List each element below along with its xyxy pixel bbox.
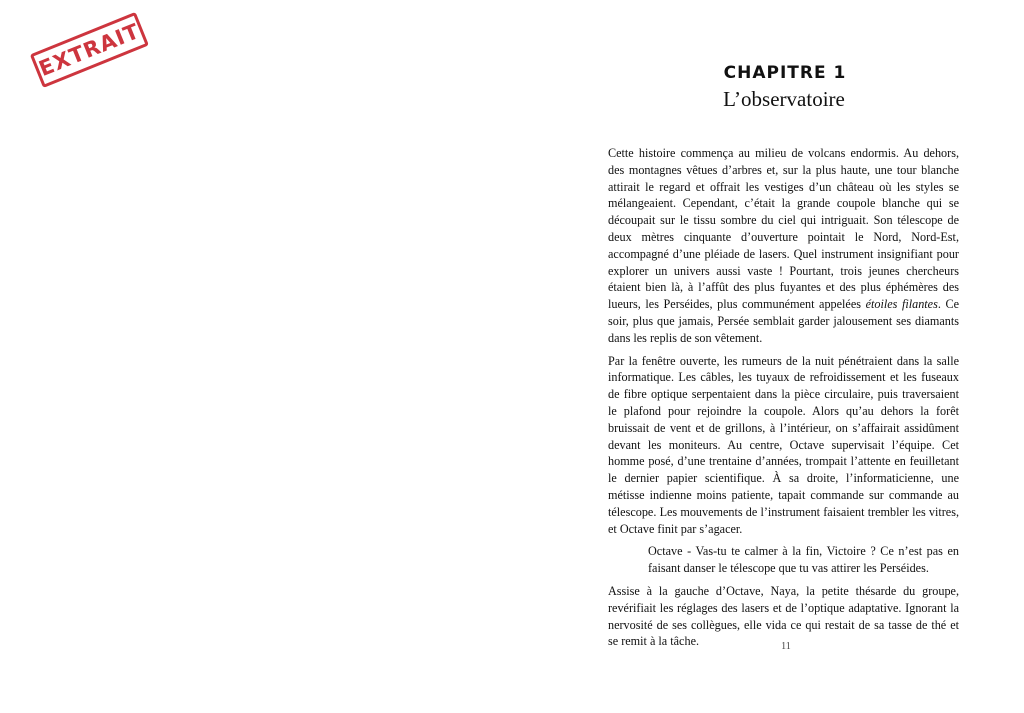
chapter-body (608, 145, 959, 656)
paragraph-3: Assise à la gauche d’Octave, Naya, la petite thésarde du groupe, revérifiait les réglages des lasers et de l’optique adaptative. Ignorant la nervosité de ses collègues, elle vida ce qui restait de sa tasse de thé et se remit à la tâche. (608, 583, 959, 649)
paragraph-2: Par la fenêtre ouverte, les rumeurs de la nuit pénétraient dans la salle informatique. Les câbles, les tuyaux de refroidissement et les fuseaux de fibre optique serpentaient dans la pièce circulaire, puis traversaient le plafond pour rejoindre la coupole. Alors qu’au dehors la forêt bruissait de vent et de grillons, à l’intérieur, on s’affairait assidûment devant les moniteurs. Au centre, Octave supervisait l’équipe. Cet homme posé, d’une trentaine d’années, trompait l’attente en feuilletant le dernier papier scientifique. À sa droite, l’informaticienne, une métisse indienne moins patiente, tapait commande sur commande au télescope. Les mouvements de l’instrument faisaient trembler les vitres, et Octave finit par s’agacer. (608, 353, 959, 536)
paragraph-1-italic: étoiles filantes (865, 297, 938, 312)
extrait-stamp (6, 0, 171, 110)
chapter-title: L’observatoire (723, 87, 845, 111)
stamp-label: EXTRAIT (30, 12, 149, 88)
right-page (512, 0, 1024, 713)
paragraph-1-text-b: . Ce soir, plus que jamais, Persée semblait garder jalousement ses diamants dans les replis de son vêtement. (608, 297, 959, 345)
chapter-number: CHAPITRE 1 (723, 63, 847, 83)
paragraph-1-text-a: Cette histoire commença au milieu de volcans endormis. Au dehors, des montagnes vêtues d’arbres et, sur la plus haute, une tour blanche attirait le regard et offrait les vestiges d’un château où les styles se mélangeaient. Cependant, c’était la grande coupole blanche qui se découpait sur le tissu sombre du ciel qui intriguait. Son télescope de deux mètres cinquante d’ouverture pointait le Nord, Nord-Est, accompagné d’une pléiade de lasers. Quel instrument insignifiant pour explorer un univers aussi vaste ! Pourtant, trois jeunes chercheurs étaient bien là, à l’affût des plus fuyantes et des plus éphémères des lueurs, les Perséides, plus communément appelées (608, 146, 959, 312)
paragraph-1 (608, 145, 959, 347)
dialogue-line: Octave - Vas-tu te calmer à la fin, Victoire ? Ce n’est pas en faisant danser le télescope que tu vas attirer les Perséides. (648, 544, 959, 576)
page-number: 11 (781, 641, 791, 652)
